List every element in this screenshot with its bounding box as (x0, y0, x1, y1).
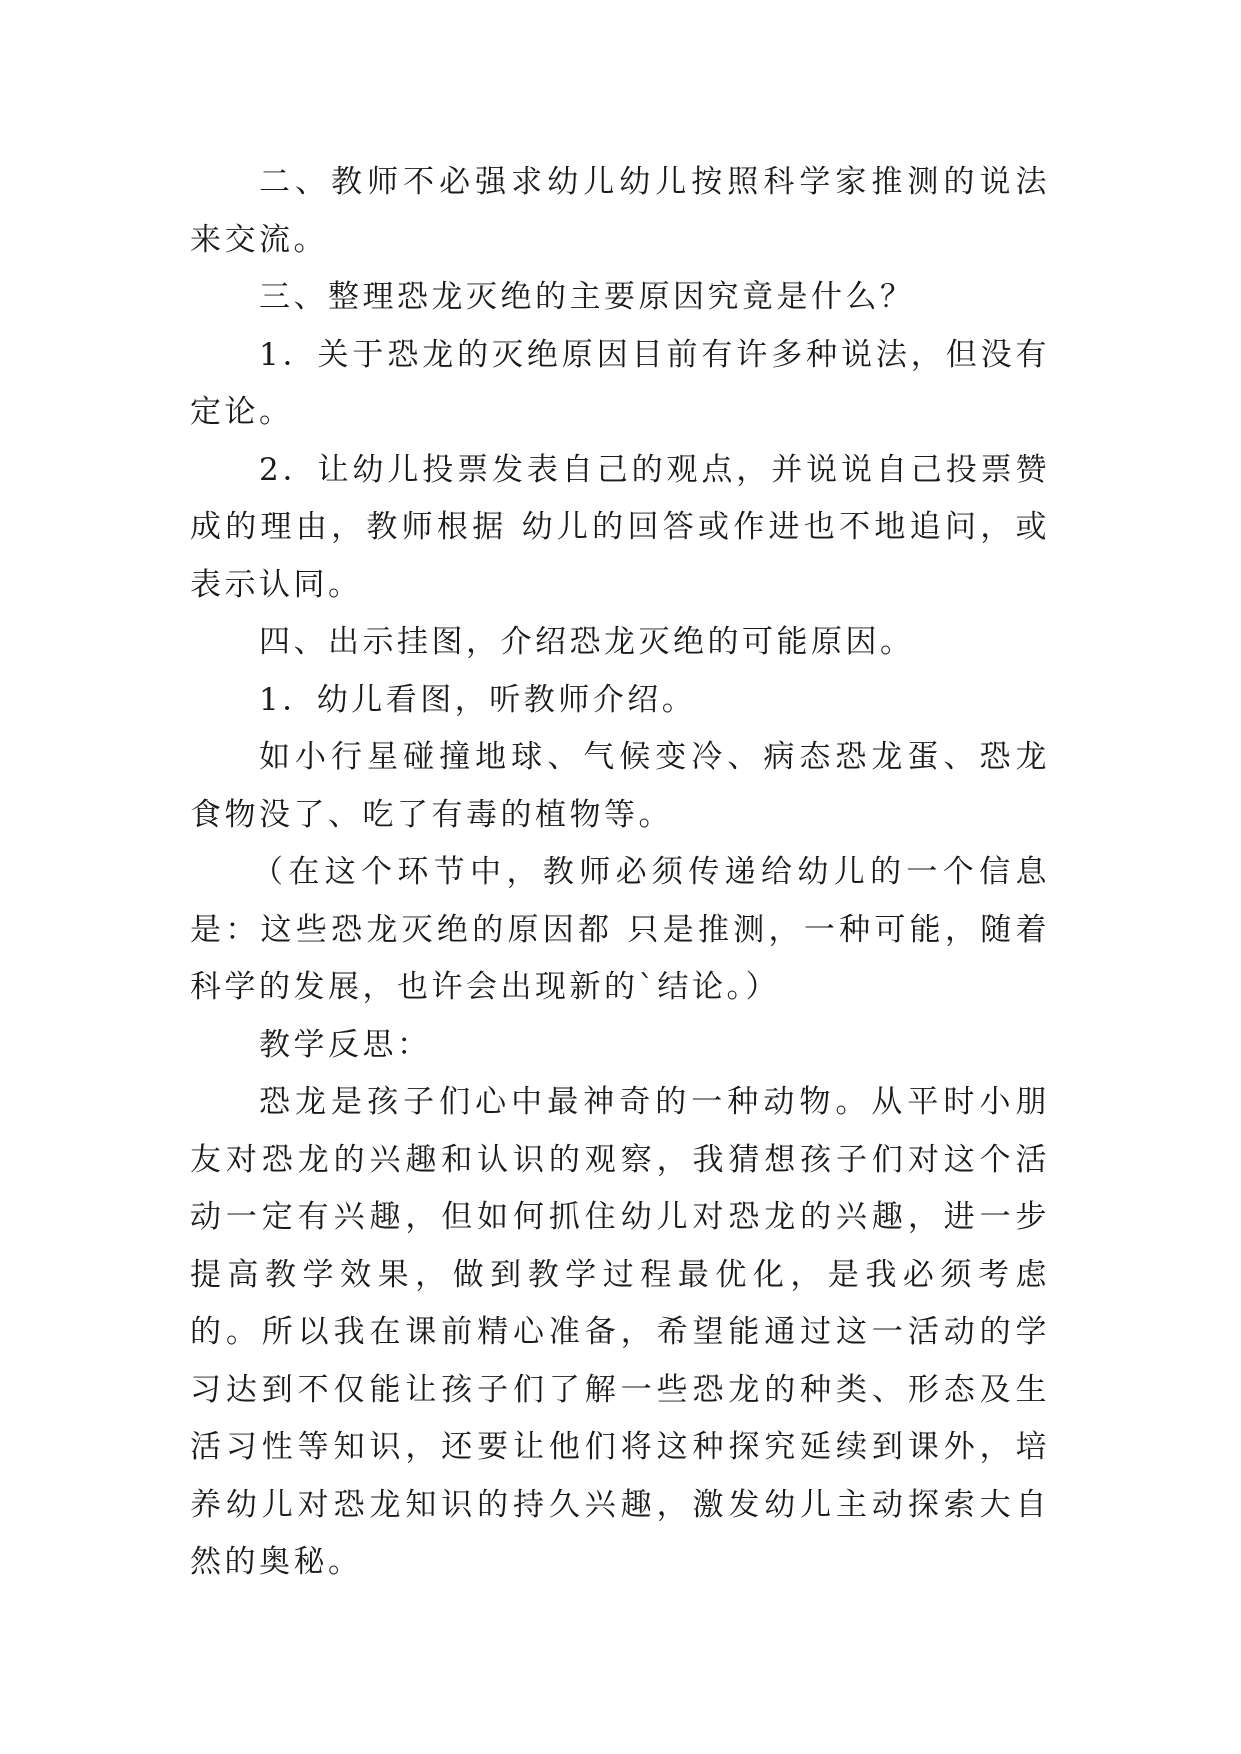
paragraph-examples: 如小行星碰撞地球、气候变冷、病态恐龙蛋、恐龙食物没了、吃了有毒的植物等。 (190, 739, 1050, 833)
paragraph-note: （在这个环节中，教师必须传递给幼儿的一个信息是：这些恐龙灭绝的原因都 只是推测，一种可能，随着科学的发展，也许会出现新的`结论。） (190, 854, 1050, 1005)
paragraph-subitem-3-1: 1．关于恐龙的灭绝原因目前有许多种说法，但没有定论。 (190, 336, 1050, 430)
paragraph-item-3: 三、整理恐龙灭绝的主要原因究竟是什么？ (259, 279, 915, 315)
paragraph-item-4: 四、出示挂图，介绍恐龙灭绝的可能原因。 (259, 624, 915, 660)
paragraph-subitem-3-2: 2．让幼儿投票发表自己的观点，并说说自己投票赞成的理由，教师根据 幼儿的回答或作进也不地追问，或表示认同。 (190, 451, 1050, 603)
paragraph-item-2: 二、教师不必强求幼儿幼儿按照科学家推测的说法来交流。 (190, 164, 1050, 258)
paragraph-subitem-4-1: 1．幼儿看图，听教师介绍。 (259, 681, 697, 718)
section-heading-reflection: 教学反思： (259, 1026, 432, 1063)
paragraph-reflection: 恐龙是孩子们心中最神奇的一种动物。从平时小朋友对恐龙的兴趣和认识的观察，我猜想孩子们对这个活动一定有兴趣，但如何抓住幼儿对恐龙的兴趣，进一步提高教学效果，做到教学过程最优化，是我必须考虑的。所以我在课前精心准备，希望能通过这一活动的学习达到不仅能让孩子们了解一些恐龙的种类、形态及生活习性等知识，还要让他们将这种探究延续到课外，培养幼儿对恐龙知识的持久兴趣，激发幼儿主动探索大自然的奥秘。 (190, 1084, 1050, 1580)
document-page (190, 154, 1050, 1592)
